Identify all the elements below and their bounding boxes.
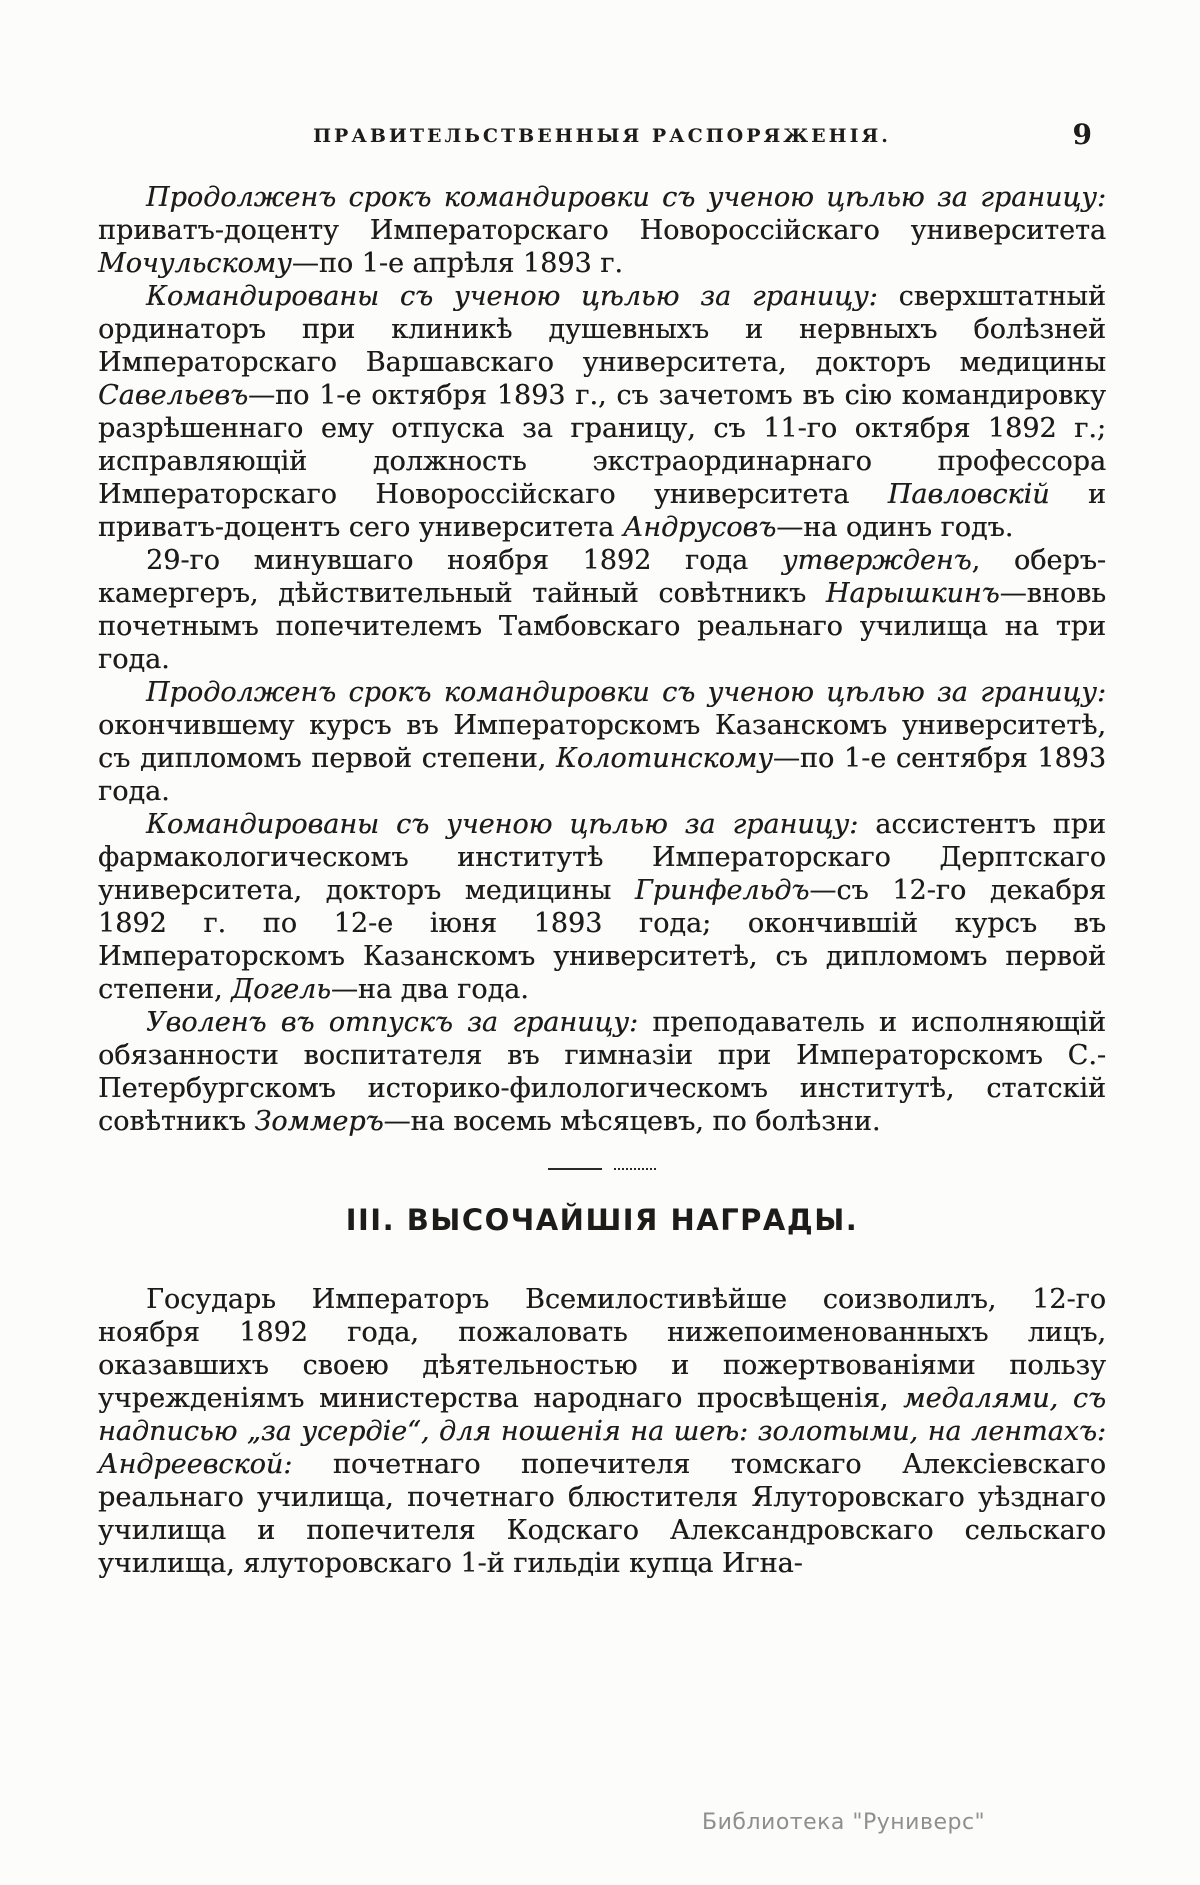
italic-text-segment: Уволенъ въ отпускъ за границу: xyxy=(146,1007,639,1038)
paragraph xyxy=(98,181,1106,280)
divider-dash xyxy=(548,1168,602,1170)
paragraph xyxy=(98,544,1106,676)
italic-text-segment: Зоммеръ xyxy=(254,1106,384,1137)
text-segment: —вновь почетнымъ попечителемъ Тамбовскаго реальнаго училища на три года. xyxy=(98,578,1106,675)
text-segment: Государь Императоръ Всемилостивѣйше соизволилъ, 12-го ноября 1892 года, пожаловать нижепоименованныхъ лицъ, оказавшихъ своею дѣятельностью и пожертвованіями пользу учрежденіямъ министерства народнаго просвѣщенія, xyxy=(98,1284,1106,1414)
paragraph xyxy=(98,808,1106,1006)
text-segment: , оберъ-камергеръ, дѣйствительный тайный совѣтникъ xyxy=(98,545,1106,609)
italic-text-segment: Продолженъ срокъ командировки съ ученою цѣлью за границу: xyxy=(146,677,1106,708)
text-segment: сверхштатный ординаторъ при клиникѣ душевныхъ и нервныхъ болѣзней Императорскаго Варшавскаго университета, докторъ медицины xyxy=(98,281,1106,378)
paragraph xyxy=(98,1006,1106,1138)
text-segment: —на два года. xyxy=(330,974,529,1005)
divider-dots xyxy=(614,1168,656,1170)
text-segment: приватъ-доценту Императорскаго Новороссійскаго университета xyxy=(98,215,1106,246)
text-segment: ассистентъ при фармакологическомъ институтѣ Императорскаго Дерптскаго университета, докторъ медицины xyxy=(98,809,1106,906)
text-segment: почетнаго попечителя томскаго Алексіевскаго реальнаго училища, почетнаго блюстителя Ялуторовскаго уѣзднаго училища и попечителя Кодскаго Александровскаго сельскаго училища, ялуторовскаго 1-й гильдіи купца Игна- xyxy=(98,1449,1106,1579)
page-body xyxy=(98,181,1106,1580)
italic-text-segment: Савельевъ xyxy=(98,380,249,411)
text-segment: —по 1-е сентября 1893 года. xyxy=(98,743,1106,807)
text-segment: окончившему курсъ въ Императорскомъ Казанскомъ университетѣ, съ дипломомъ первой степени, xyxy=(98,710,1106,774)
italic-text-segment: Командированы съ ученою цѣлью за границу: xyxy=(146,809,859,840)
paragraph xyxy=(98,1283,1106,1580)
italic-text-segment: Продолженъ срокъ командировки съ ученою цѣлью за границу: xyxy=(146,182,1106,213)
text-segment: —по 1-е апрѣля 1893 г. xyxy=(291,248,623,279)
italic-text-segment: медалями, съ надписью „за усердіе“, для ношенія на шеѣ: золотыми, на лентахъ: Андреевской: xyxy=(98,1383,1106,1480)
italic-text-segment: Командированы съ ученою цѣлью за границу: xyxy=(146,281,878,312)
running-title: ПРАВИТЕЛЬСТВЕННЫЯ РАСПОРЯЖЕНІЯ. xyxy=(313,125,891,147)
text-segment: —съ 12-го декабря 1892 г. по 12-е іюня 1893 года; окончившій курсъ въ Императорскомъ Казанскомъ университетѣ, съ дипломомъ первой степени, xyxy=(98,875,1107,1005)
library-watermark: Библиотека "Руниверс" xyxy=(702,1810,986,1835)
section-divider xyxy=(98,1164,1106,1174)
paragraph xyxy=(98,676,1106,808)
italic-text-segment: Мочульскому xyxy=(98,248,292,279)
italic-text-segment: Колотинскому xyxy=(555,743,773,774)
page-header xyxy=(98,120,1106,154)
italic-text-segment: Догель xyxy=(231,974,331,1005)
page-number: 9 xyxy=(1072,118,1092,151)
text-segment: 29-го минувшаго ноября 1892 года xyxy=(146,545,782,576)
paragraph xyxy=(98,280,1106,544)
italic-text-segment: Нарышкинъ xyxy=(825,578,1000,609)
text-segment: преподаватель и исполняющій обязанности воспитателя въ гимназіи при Императорскомъ С.-Петербургскомъ историко-филологическомъ институтѣ, статскій совѣтникъ xyxy=(98,1007,1106,1137)
section-heading: III. ВЫСОЧАЙШІЯ НАГРАДЫ. xyxy=(345,1203,859,1237)
text-segment: —на восемь мѣсяцевъ, по болѣзни. xyxy=(383,1106,881,1137)
italic-text-segment: Андрусовъ xyxy=(622,512,777,543)
italic-text-segment: Гринфельдъ xyxy=(634,875,810,906)
text-segment: —на одинъ годъ. xyxy=(776,512,1014,543)
text-segment: —по 1-е октября 1893 г., съ зачетомъ въ сію командировку разрѣшеннаго ему отпуска за границу, съ 11-го октября 1892 г.; исправляющій должность экстраординарнаго профессора Императорскаго Новороссійскаго университета xyxy=(98,380,1106,510)
italic-text-segment: Павловскій xyxy=(887,479,1050,510)
italic-text-segment: утвержденъ xyxy=(781,545,972,576)
text-segment: и приватъ-доцентъ сего университета xyxy=(98,479,1106,543)
